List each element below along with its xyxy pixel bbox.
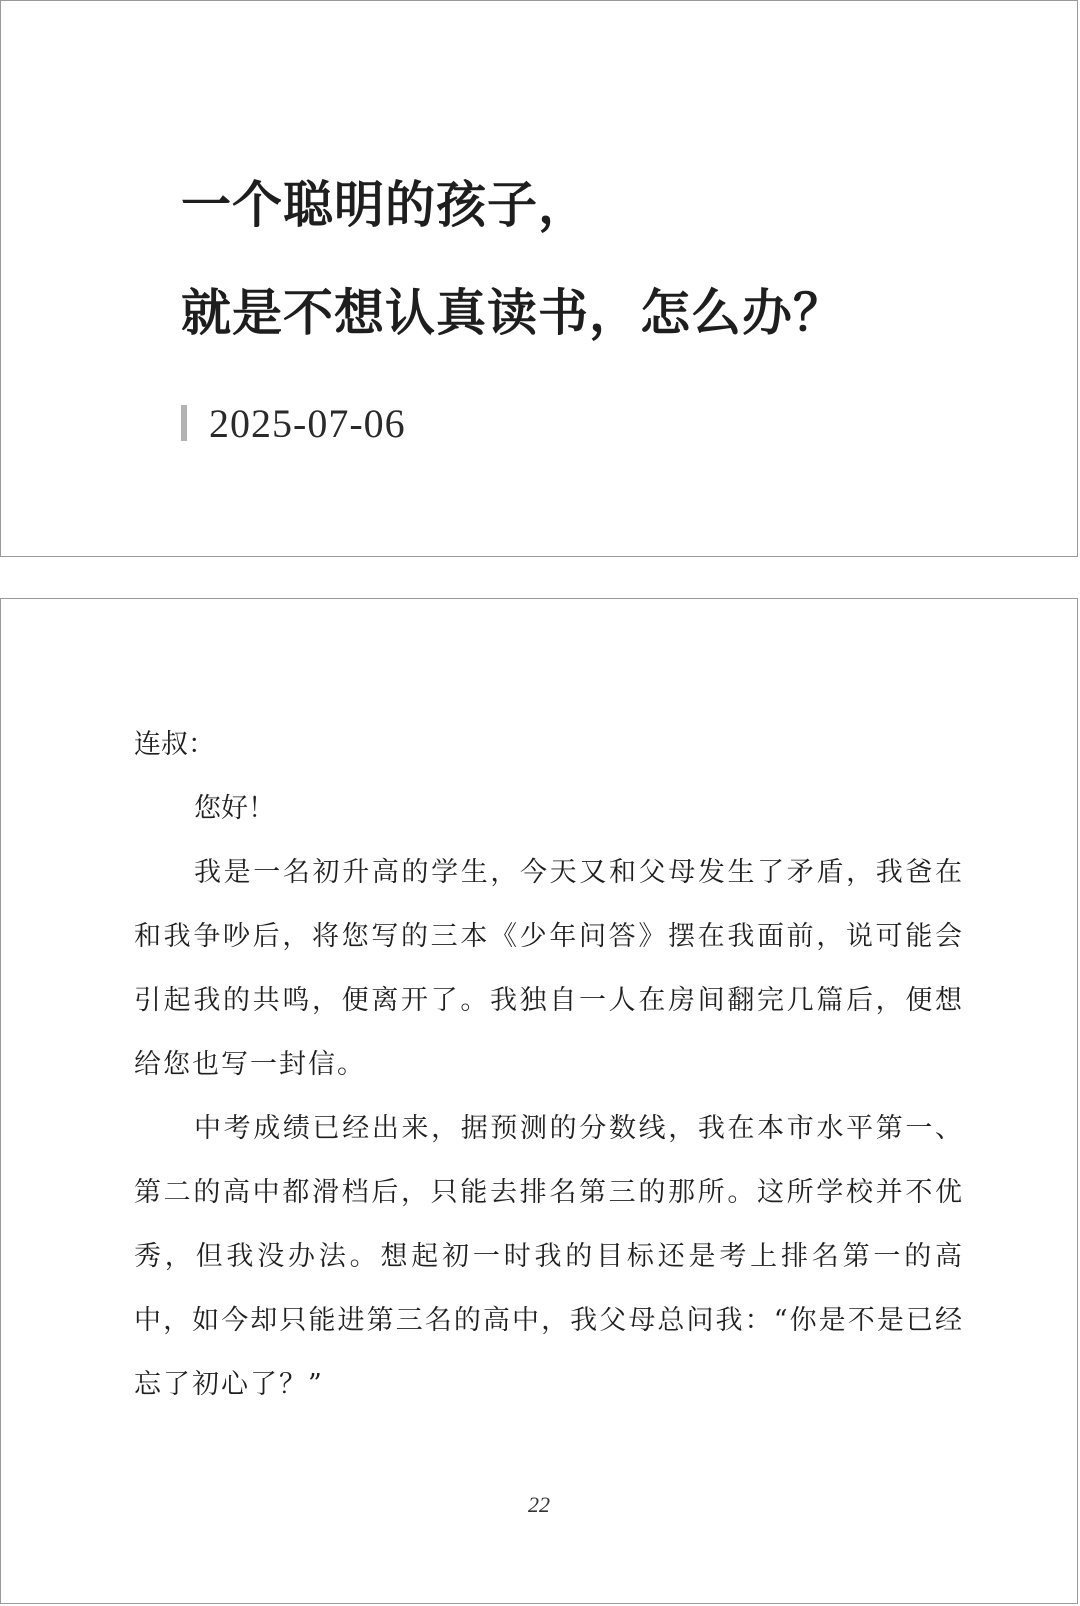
title-page bbox=[0, 0, 1078, 557]
publish-date: 2025-07-06 bbox=[209, 400, 406, 446]
letter-greeting: 您好！ bbox=[194, 793, 275, 824]
title-line-1: 一个聪明的孩子， bbox=[181, 176, 589, 234]
letter-salutation: 连叔： bbox=[134, 729, 215, 760]
date-accent-bar bbox=[181, 405, 187, 441]
letter-body bbox=[134, 713, 964, 1417]
letter-paragraph: 中考成绩已经出来，据预测的分数线，我在本市水平第一、第二的高中都滑档后，只能去排名第三的那所。这所学校并不优秀，但我没办法。想起初一时我的目标还是考上排名第一的高中，如今却只能进第三名的高中，我父母总问我：“你是不是已经忘了初心了？” bbox=[134, 1113, 964, 1400]
date-row bbox=[181, 400, 406, 446]
title-line-2: 就是不想认真读书，怎么办？ bbox=[181, 284, 844, 342]
article-title bbox=[181, 151, 844, 367]
letter-paragraph: 我是一名初升高的学生，今天又和父母发生了矛盾，我爸在和我争吵后，将您写的三本《少年问答》摆在我面前，说可能会引起我的共鸣，便离开了。我独自一人在房间翻完几篇后，便想给您也写一封信。 bbox=[134, 857, 964, 1080]
page-number: 22 bbox=[528, 1492, 550, 1517]
